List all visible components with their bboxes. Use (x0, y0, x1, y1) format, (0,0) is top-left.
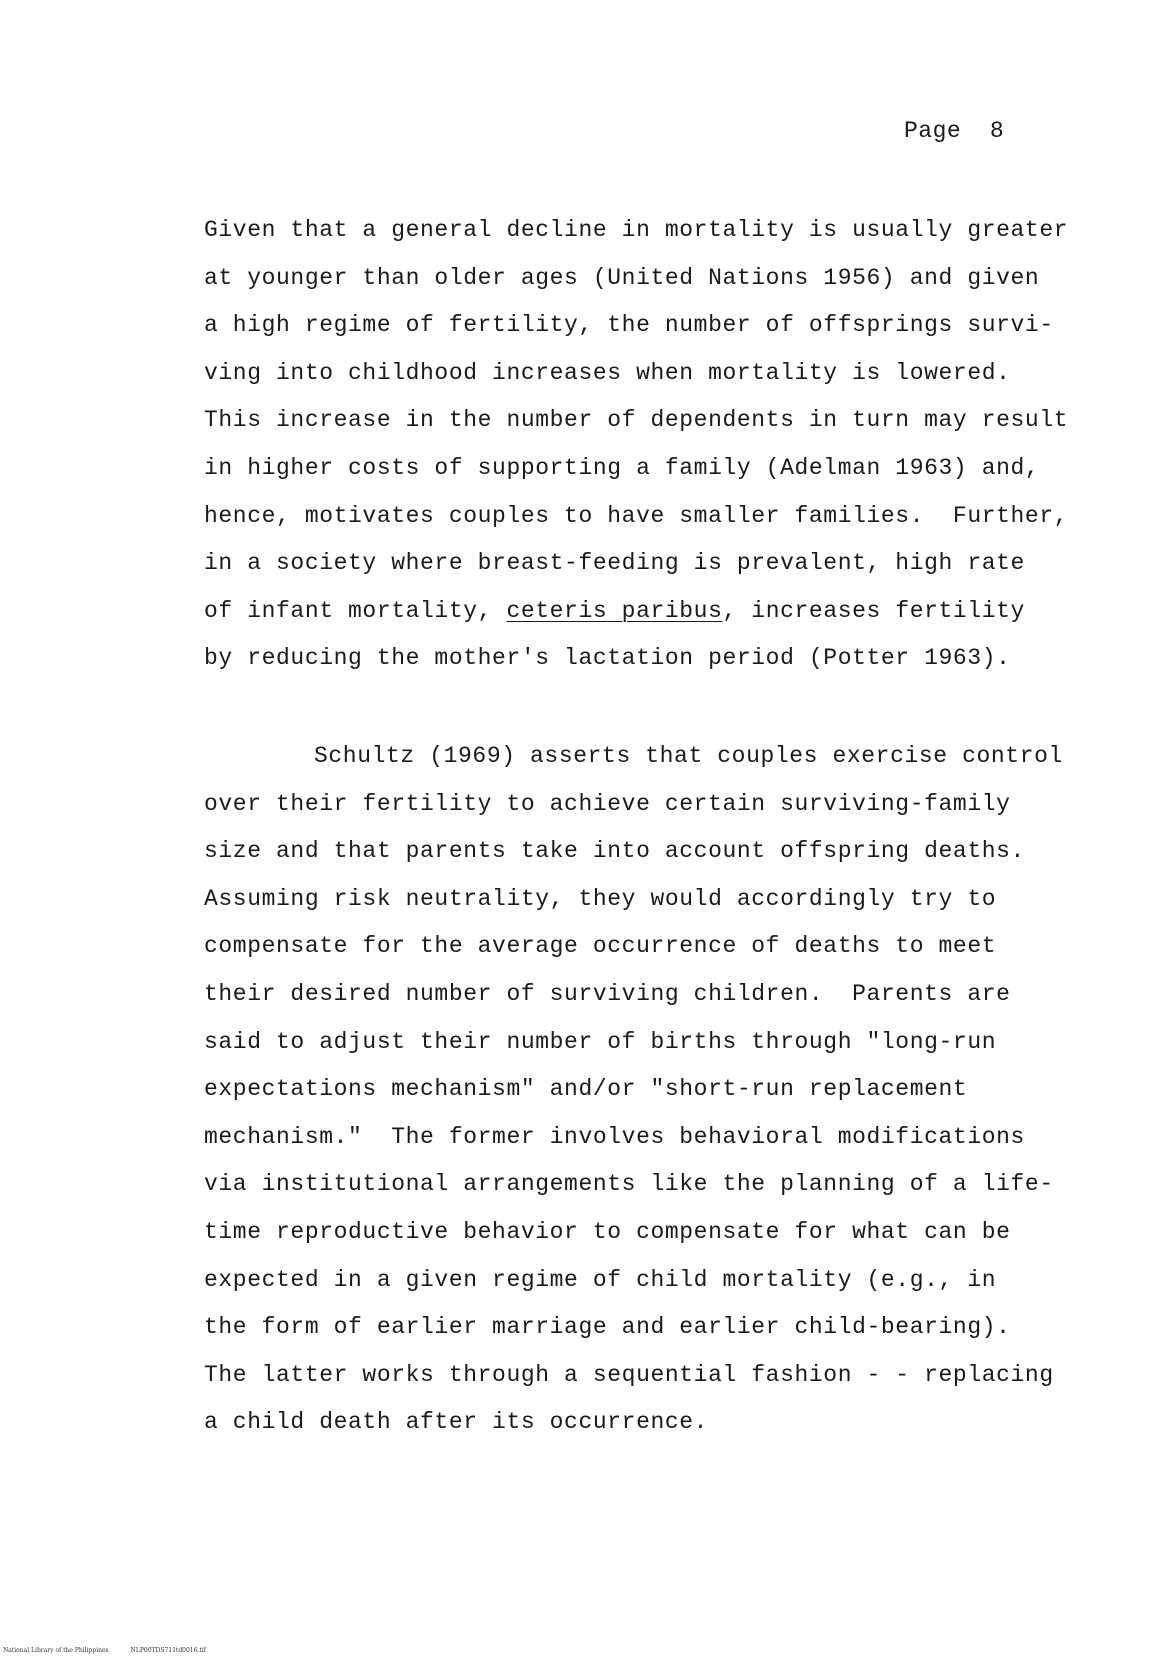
text-line: a high regime of fertility, the number of offsprings survi- (204, 312, 1054, 339)
text-line: a child death after its occurrence. (204, 1409, 709, 1436)
text-line: Given that a general decline in mortality is usually greater (204, 217, 1069, 243)
text-line: in higher costs of supporting a family (Adelman 1963) and, (204, 454, 1040, 481)
text-line: expectations mechanism" and/or "short-run replacement (204, 1076, 968, 1103)
paragraph-1 (204, 207, 1069, 683)
file-name: NLP00TDS711td0016.tif (130, 1647, 206, 1654)
text-line: at younger than older ages (United Nations 1956) and given (204, 264, 1040, 291)
text-line: their desired number of surviving children. Parents are (204, 980, 1011, 1007)
text-line: Assuming risk neutrality, they would accordingly try to (204, 885, 997, 912)
text-segment: of infant mortality, (204, 597, 507, 624)
text-line: over their fertility to achieve certain surviving-family (204, 790, 1011, 817)
page-number: Page 8 (904, 118, 1005, 144)
text-segment: , increases fertility (722, 597, 1025, 624)
text-line: via institutional arrangements like the planning of a life- (204, 1171, 1054, 1198)
text-line: time reproductive behavior to compensate for what can be (204, 1218, 1011, 1245)
text-line: mechanism." The former involves behavioral modifications (204, 1123, 1025, 1150)
text-line: hence, motivates couples to have smaller families. Further, (204, 502, 1069, 529)
text-line: size and that parents take into account offspring deaths. (204, 838, 1025, 865)
text-line: said to adjust their number of births through "long-run (204, 1028, 997, 1055)
text-line: expected in a given regime of child mortality (e.g., in (204, 1266, 997, 1293)
paragraph-2 (204, 733, 1064, 1447)
text-line: This increase in the number of dependents in turn may result (204, 407, 1069, 434)
text-line: by reducing the mother's lactation period (Potter 1963). (204, 645, 1011, 672)
text-line-indented: Schultz (1969) asserts that couples exercise control (314, 743, 1063, 769)
text-line: ving into childhood increases when mortality is lowered. (204, 359, 1011, 386)
text-line: The latter works through a sequential fashion - - replacing (204, 1361, 1054, 1388)
text-line: in a society where breast-feeding is prevalent, high rate (204, 550, 1025, 577)
scan-footer (3, 1647, 206, 1654)
text-line-with-emphasis (204, 588, 1064, 636)
text-line: the form of earlier marriage and earlier child-bearing). (204, 1314, 1011, 1341)
underlined-term: ceteris paribus (506, 597, 723, 624)
library-credit: National Library of the Philippines (3, 1647, 109, 1654)
text-line: compensate for the average occurrence of deaths to meet (204, 933, 997, 960)
